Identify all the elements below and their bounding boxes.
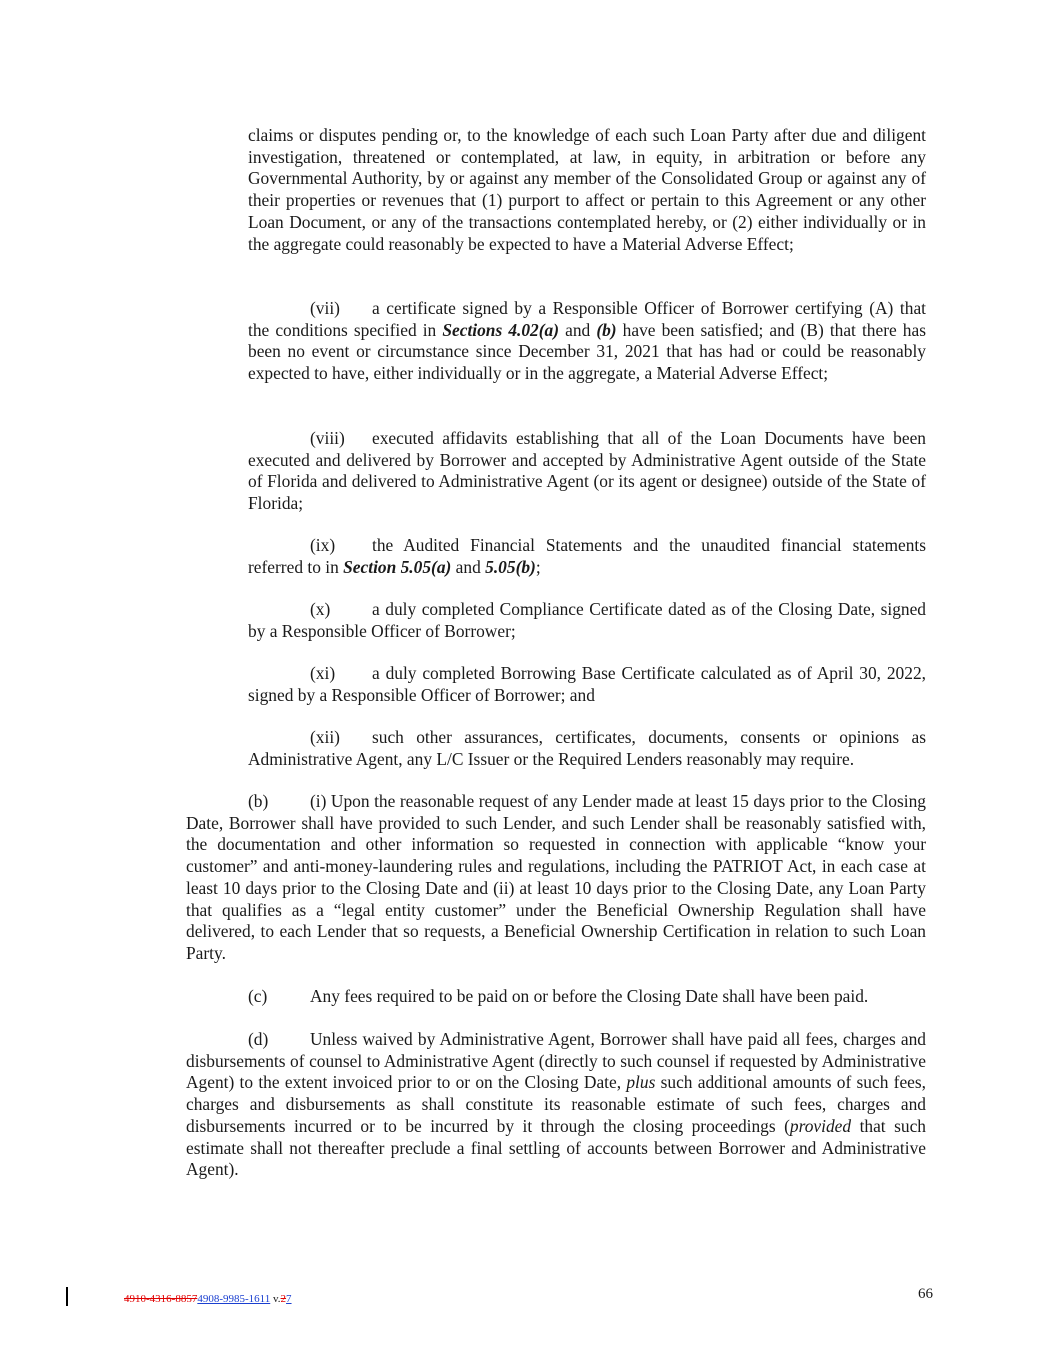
paragraph-viii [248,428,926,515]
doc-id-inserted: 4908-9985-1611 [197,1293,271,1305]
page-number: 66 [918,1286,933,1302]
section-reference: (b) [596,319,617,340]
paragraph-text: and [451,556,486,577]
document-id [124,1292,292,1306]
paragraph-text: claims or disputes pending or, to the knowledge of each such Loan Party after due and diligent investigation, threatened or contemplated, at law, in equity, in arbitration or before any Governmental Authority, by or against any member of the Consolidated Group or against any of their properties or revenues that (1) purport to affect or pertain to this Agreement or any other Loan Document, or any of the transactions contemplated hereby, or (2) either individually or in the aggregate could reasonably be expected to have a Material Adverse Effect; [248,125,926,254]
section-reference: Sections 4.02(a) [442,319,560,340]
paragraph-vi-continuation [248,125,926,255]
paragraph-text: a duly completed Compliance Certificate dated as of the Closing Date, signed by a Responsible Officer of Borrower; [248,599,926,641]
paragraph-text: ; [535,556,541,577]
paragraph-xi [248,663,926,706]
paragraph-text: Any fees required to be paid on or before the Closing Date shall have been paid. [310,986,869,1006]
paragraph-x [248,599,926,642]
paragraph-text: executed affidavits establishing that all of the Loan Documents have been executed and delivered by Borrower and accepted by Administrative Agent outside of the State of Florida and delivered to Administrative Agent (or its agent or designee) outside of the State of Florida; [248,428,926,514]
paragraph-ix [248,535,926,578]
paragraph-text: and [559,319,597,340]
change-bar [66,1287,68,1306]
clause-label: (xii) [310,727,340,747]
paragraph-b [186,791,926,965]
paragraph-d [186,1029,926,1181]
paragraph-vii [248,298,926,385]
version-deleted: 2 [280,1293,287,1305]
doc-id-deleted: 4910-4316-8857 [124,1293,198,1305]
paragraph-text: such additional amounts of such fees, charges and disbursements as shall constitute its reasonable estimate of such fees, charges and disbursements incurred or to be incurred by it through the closing proceedings ( [186,1072,927,1136]
paragraph-text: have been satisfied; and (B) that there has been no event or circumstance since December 31, 2021 that has had or could be reasonably expected to have, either individually or in the aggregate, a Material Adverse Effect; [248,319,926,384]
paragraph-text: the Audited Financial Statements and the unaudited financial statements referred to in [248,535,926,577]
paragraph-text: such other assurances, certificates, documents, consents or opinions as Administrative Agent, any L/C Issuer or the Required Lenders reasonably may require. [248,727,926,769]
section-reference: 5.05(b) [485,556,536,577]
clause-label: (ix) [310,535,336,555]
clause-label: (vii) [310,298,340,318]
clause-label: (c) [248,986,268,1006]
clause-label: (viii) [310,428,345,448]
emphasis: provided [789,1115,852,1136]
paragraph-text: (i) Upon the reasonable request of any Lender made at least 15 days prior to the Closing Date, Borrower shall have provided to such Lender, and such Lender shall be reasonably satisfied with, the documentation and other information so requested in connection with applicable “know your customer” and anti-money-laundering rules and regulations, including the PATRIOT Act, in each case at least 10 days prior to the Closing Date and (ii) at least 10 days prior to the Closing Date, any Loan Party that qualifies as a “legal entity customer” under the Beneficial Ownership Regulation shall have delivered, to each Lender that so requests, a Beneficial Ownership Certification in relation to such Loan Party. [186,791,926,963]
emphasis: plus [626,1072,656,1093]
paragraph-text: a duly completed Borrowing Base Certificate calculated as of April 30, 2022, signed by a Responsible Officer of Borrower; and [248,663,926,705]
paragraph-xii [248,727,926,770]
version-prefix: v. [270,1293,281,1305]
version-inserted: 7 [286,1293,292,1305]
section-reference: Section 5.05(a) [343,556,452,577]
clause-label: (b) [248,791,269,811]
clause-label: (x) [310,599,331,619]
clause-label: (xi) [310,663,336,683]
clause-label: (d) [248,1029,269,1049]
paragraph-c [186,986,926,1008]
paragraph-text: that such estimate shall not thereafter preclude a final settling of accounts between Borrower and Administrative Agent). [186,1115,926,1180]
paragraph-text: a certificate signed by a Responsible Officer of Borrower certifying (A) that the conditions specified in [248,298,926,340]
paragraph-text: Unless waived by Administrative Agent, Borrower shall have paid all fees, charges and disbursements of counsel to Administrative Agent (directly to such counsel if requested by Administrative Agent) to the extent invoiced prior to or on the Closing Date, [186,1029,926,1093]
